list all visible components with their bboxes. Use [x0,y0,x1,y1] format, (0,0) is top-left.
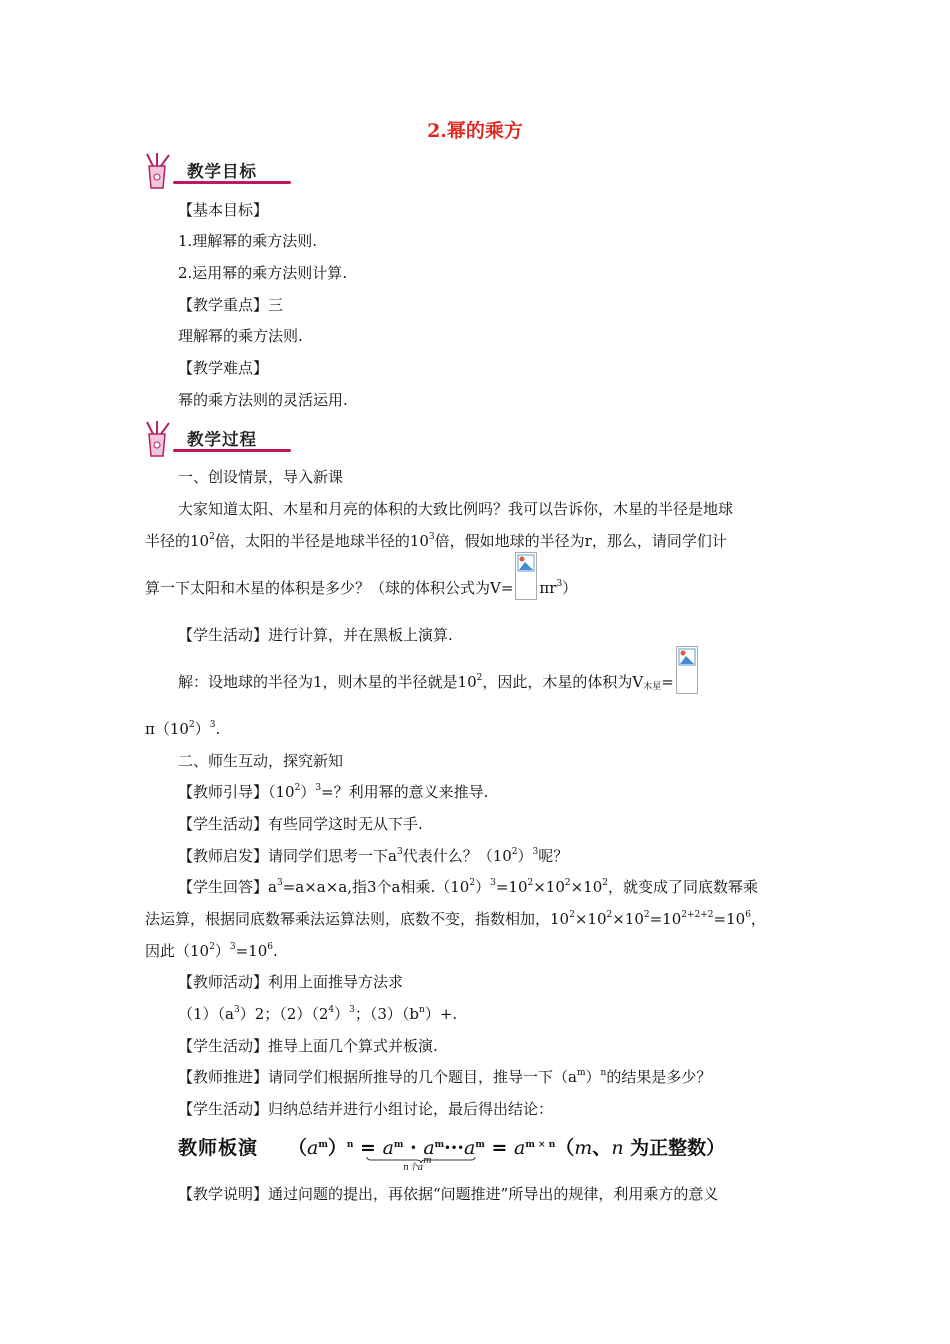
formula-image-placeholder [676,646,698,694]
student-activity-2: 【学生活动】有些同学这时无从下手. [178,815,423,833]
pen-holder-icon [143,420,187,460]
student-activity-3: 【学生活动】推导上面几个算式并板演. [178,1037,438,1055]
exercise-list: $(1)(a^3)2$；$(2)(2^4)^3$；$(3)(b^n)+$. [178,1005,458,1023]
section-badge-process [143,420,291,460]
broken-image-icon [678,648,696,666]
key-point-text: 理解幂的乘方法则. [178,327,303,345]
paragraph-1-line-2: 半径的$10^2$倍，太阳的半径是地球半径的$10^3$倍，假如地球的半径为r，那么，请同学们计 [145,532,727,550]
step-1-heading: 一、创设情景，导入新课 [178,468,344,486]
teacher-advance: 【教师推进】请同学们根据所推导的几个题目，推导一下$(a^m)^n$的结果是多少？ [178,1068,712,1086]
section-badge-label: 教学目标 [187,162,257,181]
student-answer-line-1: 【学生回答】$a^3=a\times a\times a$,指3个a相乘$.(10^2)^3=10^2\times 10^2\times 10^2$，就变成了同底数幂乘 [178,878,759,896]
paragraph-1-line-1: 大家知道太阳、木星和月亮的体积的大致比例吗？我可以告诉你，木星的半径是地球 [178,500,734,518]
student-activity-4: 【学生活动】归纳总结并进行小组讨论，最后得出结论： [178,1100,554,1118]
power-rule-expression: $(a^m)^n = a^m \cdot a^m\cdot\cdot\cdot a^m = a^{m \times n}(m$、n 为正整数） [288,1137,726,1159]
page-title: 2.幂的乘方 [427,120,523,142]
broken-image-icon [517,554,535,572]
solution-line-2: $\pi(10^2)^3$. [145,720,221,738]
pen-holder-icon [143,152,187,192]
student-answer-line-3: 因此$(10^2)^3=10^6$. [145,942,278,960]
formula-image-placeholder [515,552,537,600]
difficulty-heading: 【教学难点】 [178,359,269,377]
basic-goal-heading: 【基本目标】 [178,201,269,219]
section-underline [173,181,291,184]
student-activity-1: 【学生活动】进行计算，并在黑板上演算. [178,626,453,644]
paragraph-1-line-3: 算一下太阳和木星的体积是多少？（球的体积公式为V= $\pi r^3$） [145,578,577,600]
teacher-guide: 【教师引导】$(10^2)^3=$？利用幂的意义来推导. [178,783,489,801]
solution-line-1: 解：设地球的半径为1，则木星的半径就是$10^2$，因此，木星的体积为$V_{木星}=$ [178,672,700,694]
board-formula [178,1130,738,1176]
key-point-heading: 【教学重点】三 [178,296,284,314]
teaching-note: 【教学说明】通过问题的提出，再依据“问题推进”所导出的规律，利用乘方的意义 [178,1185,719,1203]
section-underline [173,449,291,452]
student-answer-line-2: 法运算，根据同底数幂乘法运算法则，底数不变，指数相加，$10^2\times 10^2\times 10^2=10^{2+2+2}=10^6$， [145,910,766,928]
teacher-activity: 【教师活动】利用上面推导方法求 [178,973,404,991]
section-badge-label: 教学过程 [187,430,257,449]
board-label: 教师板演 [178,1137,259,1159]
difficulty-text: 幂的乘方法则的灵活运用. [178,391,348,409]
goal-2: 2.运用幂的乘方法则计算. [178,264,348,282]
section-badge-goals [143,152,291,192]
step-2-heading: 二、师生互动，探究新知 [178,752,344,770]
underbrace-label: n个$a^m$ [403,1156,432,1173]
teacher-hint: 【教师启发】请同学们思考一下$a^3$代表什么？$(10^2)^3$呢？ [178,847,569,865]
goal-1: 1.理解幂的乘方法则. [178,232,318,250]
